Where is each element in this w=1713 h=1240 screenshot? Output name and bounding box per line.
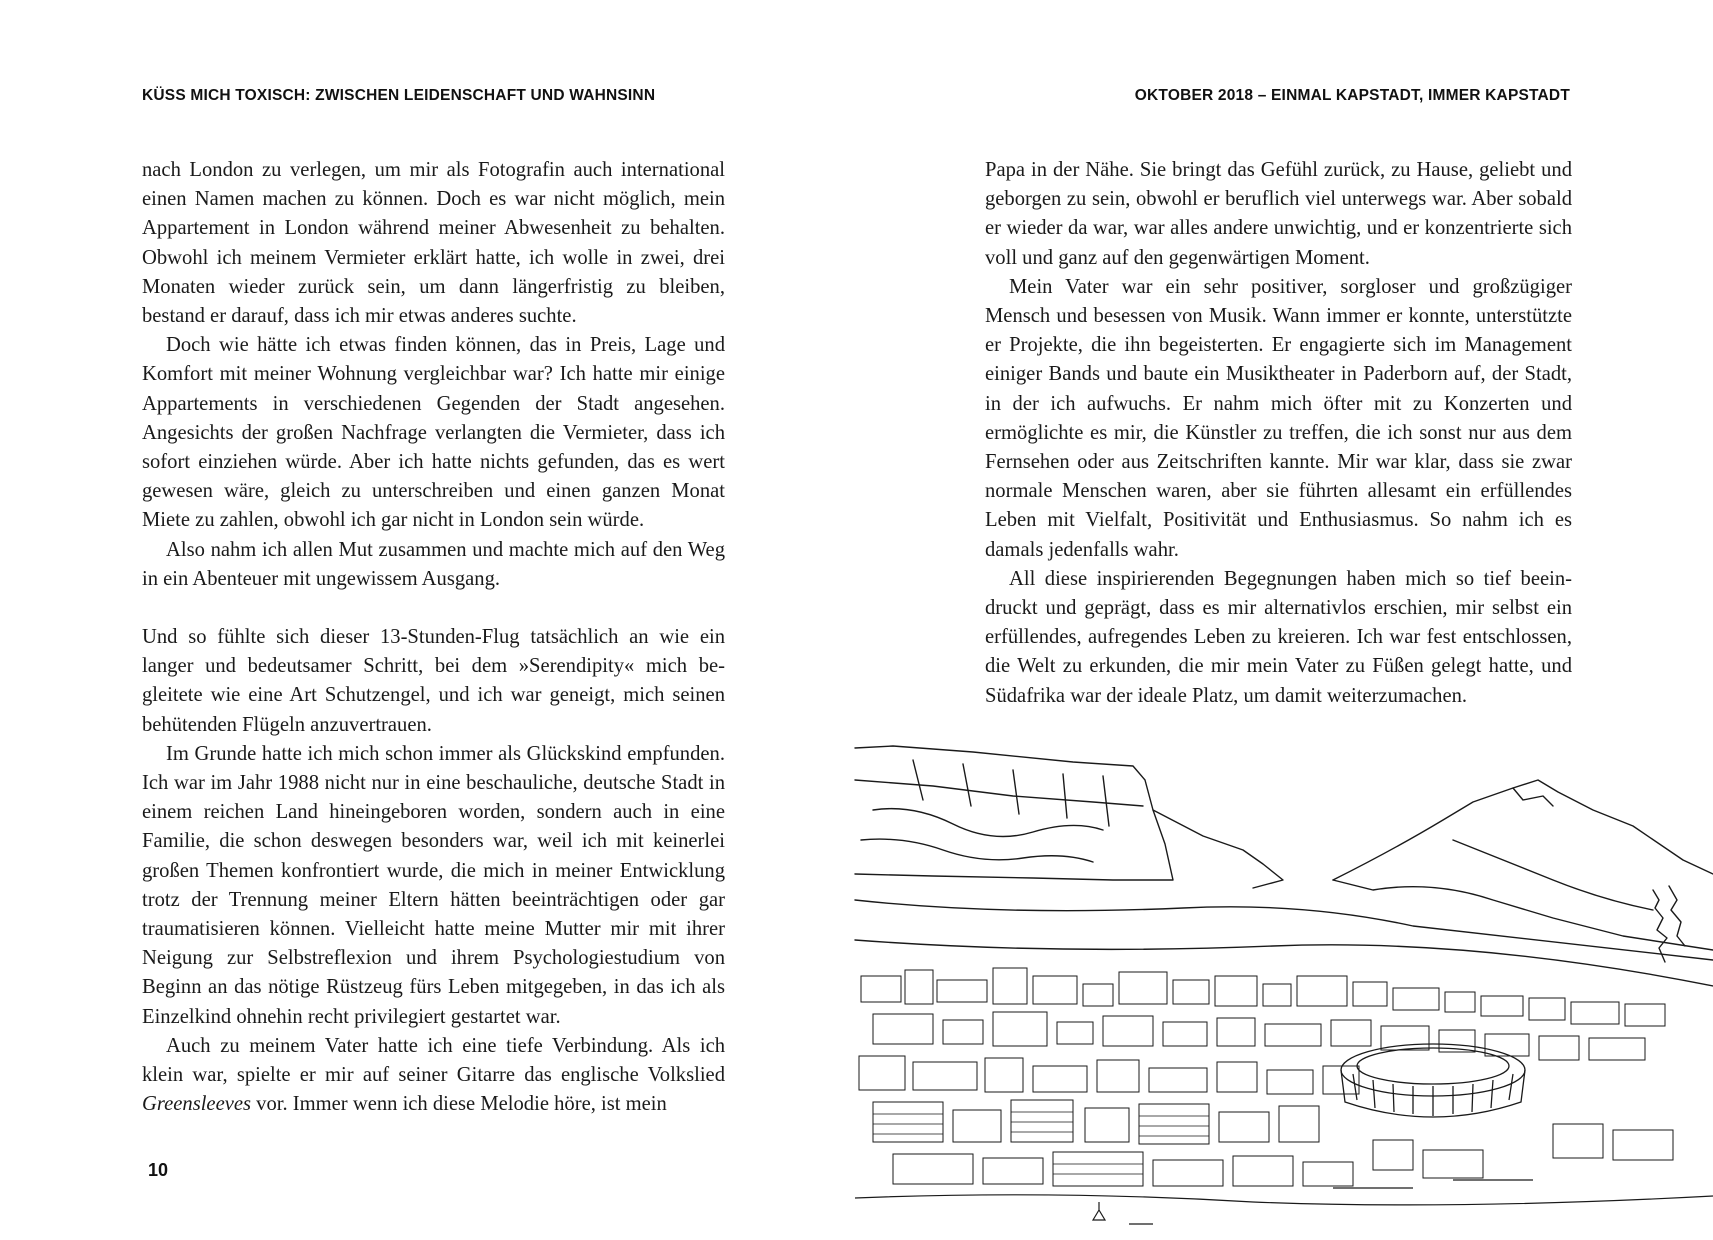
paragraph: Im Grunde hatte ich mich schon immer als Glückskind empfunden. Ich war im Jahr 1988 nicht nur in eine beschauliche, deutsche Stadt in einem reichen Land hineingeboren worden, sondern auch in eine Familie, die schon deswegen besonders war, weil ich mit keinerlei großen Themen konfrontiert wurde, die mich in meiner Entwicklung trotz der Trennung meiner Eltern hätten beeinträchtigen oder gar traumatisieren können. Vielleicht hatte meine Mutter mir mit ihrer Neigung zur Selbstreflexion und ihrem Psychologiestudium von Beginn an das nötige Rüstzeug fürs Leben mitgegeben, in das ich als Einzelkind ohnehin recht privilegiert gestartet war. [142,742,725,1028]
paragraph: Mein Vater war ein sehr positiver, sorgloser und großzügiger Mensch und besessen von Musik. Wann immer er konnte, unterstützte er Projekte, die ihn begeisterten. Er engagierte sich im Management einiger Bands und baute ein Musiktheater in Paderborn auf, der Stadt, in der ich aufwuchs. Er nahm mich öfter mit zu Konzerten und ermöglichte es mir, die Künstler zu treffen, die ich sonst nur aus dem Fernsehen oder aus Zeitschriften kannte. Mir war klar, dass sie zwar normale Menschen waren, aber sie führten allesamt ein erfüllendes Leben mit Vielfalt, Positivität und Enthusiasmus. So nahm ich es damals jedenfalls wahr. [985,275,1572,561]
table-mountain [855,746,1173,880]
paragraph: Doch wie hätte ich etwas finden können, das in Preis, Lage und Komfort mit meiner Wohnung vergleichbar war? Ich hatte mir einige Appartements in verschiedenen Gegenden der Stadt angesehen. Angesichts der großen Nachfrage verlangten die Vermieter, dass ich sofort einziehen würde. Aber ich hatte nichts gefunden, das es wert gewesen wäre, gleich zu unterschreiben und einen ganzen Monat Miete zu zahlen, obwohl ich gar nicht in London sein würde. [142,334,725,532]
paragraph-text: vor. Immer wenn ich diese Melodie höre, ist mein [251,1093,667,1116]
paragraph: Papa in der Nähe. Sie bringt das Gefühl zurück, zu Hause, geliebt und geborgen zu sein, obwohl er beruflich viel unterwegs war. Aber sobald er wieder da war, war alles andere unwichtig, und er konzentrierte sich voll und ganz auf den gegenwärtigen Moment. [985,159,1572,269]
paragraph: Und so fühlte sich dieser 13-Stunden-Flug tatsächlich an wie ein langer und bedeutsamer Schritt, bei dem »Serendipity« mich begleitete wie eine Art Schutzengel, und ich war geneigt, mich seinen behütenden Flügeln anzuvertrauen. [142,626,725,736]
paragraph: Also nahm ich allen Mut zusammen und machte mich auf den Weg in ein Abenteuer mit ungewissem Ausgang. [142,538,725,590]
paragraph: nach London zu verlegen, um mir als Fotografin auch international einen Namen machen zu können. Doch es war nicht möglich, mein Appartement in London während meiner Abwesenheit zu behalten. Obwohl ich meinem Vermieter erklärt hatte, ich wolle in zwei, drei Monaten wieder zurück sein, um dann längerfristig zu bleiben, bestand er darauf, dass ich mir etwas anderes suchte. [142,159,725,328]
paragraph: All diese inspirierenden Begegnungen haben mich so tief beeindruckt und geprägt, dass es mir alternativlos erschien, mir selbst ein erfüllendes, aufregendes Leben zu kreieren. Ich war fest entschlossen, die Welt zu erkunden, die mir mein Vater zu Füßen gelegt hatte, und Südafrika war der ideale Platz, um damit weiterzumachen. [985,567,1572,707]
page-number: 10 [148,1160,169,1180]
lions-head [1333,780,1713,880]
cape-town-illustration [853,740,1713,1240]
running-head-right: OKTOBER 2018 – EINMAL KAPSTADT, IMMER KAPSTADT [1134,87,1570,104]
right-page-text [985,156,1572,711]
running-head-left: KÜSS MICH TOXISCH: ZWISCHEN LEIDENSCHAFT UND WAHNSINN [142,87,656,104]
song-title: Greensleeves [142,1093,252,1116]
paragraph-text: Auch zu meinem Vater hatte ich eine tiefe Verbindung. Als ich klein war, spielte er mir auf seiner Gitarre das englische Volkslied [142,1034,725,1087]
left-page-text [142,156,725,1120]
paragraph [142,1032,725,1120]
